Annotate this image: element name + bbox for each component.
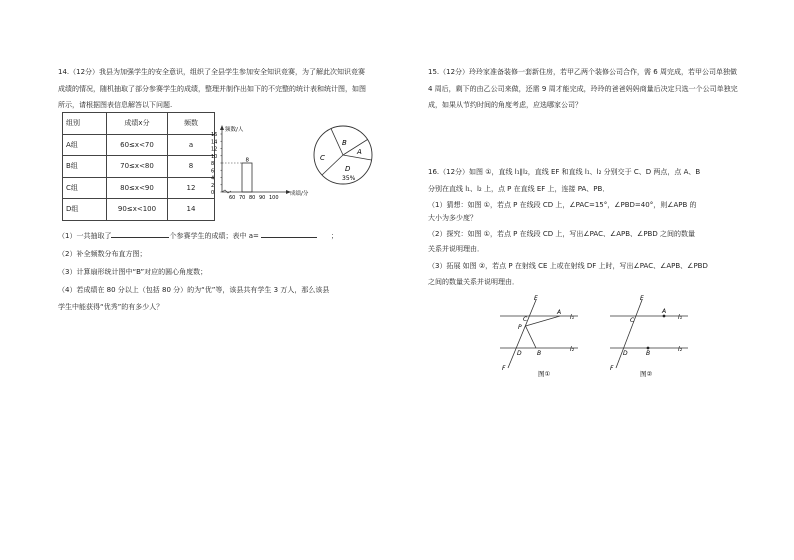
answer-blank-a[interactable] <box>261 230 317 238</box>
q16-part1-line2: 大小为多少度？ <box>428 214 477 222</box>
q16-part2-line1: （2）探究：如图 ①，若点 P 在线段 CD 上，写出∠PAC、∠APB、∠PBD 之间的数量 <box>428 230 695 238</box>
frequency-table <box>62 112 218 221</box>
hist-ytick-label: 8 <box>211 161 215 167</box>
label-l2: l₂ <box>678 346 683 353</box>
q16-intro-line2: 分别在直线 l₁、l₂ 上，点 P 在直线 EF 上，连接 PA、PB． <box>428 185 610 193</box>
label-f: F <box>502 365 506 372</box>
q16-part1-line1: （1）猜想：如图 ①，若点 P 在线段 CD 上，∠PAC=15°，∠PBD=40°，则∠APB 的 <box>428 201 697 209</box>
label-e: E <box>534 295 538 302</box>
label-b: B <box>537 350 542 357</box>
hist-xtick-label: 70 <box>239 195 246 201</box>
table-row <box>63 177 215 199</box>
table-cell: 14 <box>168 199 215 221</box>
label-l1: l₁ <box>678 314 683 321</box>
pie-label-b: B <box>342 139 347 147</box>
hist-xlabel: 成绩/分 <box>290 191 309 197</box>
table-cell: 60≤x<70 <box>107 134 168 156</box>
hist-axis-break <box>222 190 231 193</box>
geometry-figure-1 <box>496 292 586 380</box>
hist-ytick-label: 4 <box>211 175 215 182</box>
label-c: C <box>523 316 528 323</box>
table-header-cell: 组别 <box>63 113 107 135</box>
table-cell: 8 <box>168 156 215 178</box>
label-a: A <box>662 308 667 315</box>
label-f: F <box>610 365 614 372</box>
table-cell: 80≤x<90 <box>107 177 168 199</box>
hist-xtick-label: 90 <box>259 195 266 201</box>
table-cell: C组 <box>63 177 107 199</box>
pie-label-d: D <box>345 165 351 173</box>
label-p: P <box>518 324 522 331</box>
answer-blank-count[interactable] <box>111 230 169 238</box>
hist-ylabel: 频数/人 <box>225 127 244 133</box>
table-header-cell: 成绩x分 <box>107 113 168 135</box>
q14-intro: 14.（12分）我县为加强学生的安全意识，组织了全县学生参加安全知识竞赛，为了解此次知识竞赛成绩的情况，随机抽取了部分参赛学生的成绩，整理并制作出如下的不完整的统计表和统计图，如图所示，请根据图表信息解答以下问题. <box>58 68 366 109</box>
q16-part2-line2: 关系并说明理由． <box>428 245 484 253</box>
part1-text-a: （1）一共抽取了 <box>58 232 112 240</box>
table-cell: 70≤x<80 <box>107 156 168 178</box>
pie-percent: 35% <box>342 175 356 182</box>
frequency-histogram <box>208 122 316 202</box>
hist-ytick-label: 14 <box>211 139 218 146</box>
q14-part4-line2: 学生中能获得“优秀”的有多少人？ <box>58 303 164 311</box>
label-l2: l₂ <box>570 346 575 353</box>
table-cell: A组 <box>63 134 107 156</box>
table-row <box>63 156 215 178</box>
q14-part2: （2）补全频数分布直方图； <box>58 250 147 258</box>
label-a: A <box>557 309 562 316</box>
q14-part1 <box>58 230 338 242</box>
q14-part3: （3）计算扇形统计图中“B”对应的圆心角度数； <box>58 268 208 276</box>
table-row <box>63 199 215 221</box>
hist-bar <box>242 163 252 192</box>
table-header-row <box>63 113 215 135</box>
label-b: B <box>646 350 651 357</box>
part1-text-c: ； <box>330 232 338 240</box>
table-cell: D组 <box>63 199 107 221</box>
hist-ytick-label: 12 <box>211 146 218 153</box>
label-d: D <box>517 350 522 357</box>
hist-ytick-label: 0 <box>211 190 215 196</box>
hist-ytick-label: 6 <box>211 168 215 175</box>
hist-ytick-label: 10 <box>211 153 218 160</box>
table-cell: B组 <box>63 156 107 178</box>
figure-2-caption: 图② <box>640 370 653 378</box>
part1-text-b: 个参赛学生的成绩；表中 a= <box>169 232 259 240</box>
q16-part3-line1: （3）拓展 如图 ②，若点 P 在射线 CE 上或在射线 DF 上时，写出∠PAC、∠APB、∠PBD <box>428 262 708 270</box>
table-row <box>63 134 215 156</box>
table-header-cell: 频数 <box>168 113 215 135</box>
hist-xtick-label: 100 <box>269 195 279 201</box>
table-cell: 12 <box>168 177 215 199</box>
figure-1-caption: 图① <box>538 370 551 378</box>
hist-ytick-label: 2 <box>211 182 215 189</box>
hist-xtick-label: 80 <box>249 195 256 201</box>
pie-chart <box>312 124 374 186</box>
pie-label-c: C <box>320 154 325 162</box>
pie-label-a: A <box>357 148 362 156</box>
hist-ytick-label: 16 <box>211 132 218 138</box>
hist-xtick-label: 60 <box>229 195 236 201</box>
geometry-figure-2 <box>606 292 696 380</box>
label-e: E <box>640 295 644 302</box>
label-c: C <box>630 317 635 324</box>
table-cell: a <box>168 134 215 156</box>
label-d: D <box>623 350 628 357</box>
q15-text: 15.（12分）玲玲家准备装修一套新住房，若甲乙两个装修公司合作，需 6 周完成，若甲公司单独做 4 周后，剩下的由乙公司来做，还需 9 周才能完成，玲玲的爸爸妈妈商量后决定只选一个公司单独完成，如果从节约时间的角度考虑，应选哪家公司？ <box>428 68 738 109</box>
hist-bar-label: 8 <box>245 157 249 164</box>
q14-part4-line1: （4）若成绩在 80 分以上（包括 80 分）的为“优”等，该县共有学生 3 万人，那么该县 <box>58 286 330 294</box>
q16-intro-line1: 16.（12分）如图 ①，直线 l₁∥l₂，直线 EF 和直线 l₁、l₂ 分别交于 C、D 两点，点 A、B <box>428 168 701 176</box>
table-cell: 90≤x<100 <box>107 199 168 221</box>
q16-part3-line2: 之间的数量关系并说明理由． <box>428 278 519 286</box>
label-l1: l₁ <box>570 314 575 321</box>
